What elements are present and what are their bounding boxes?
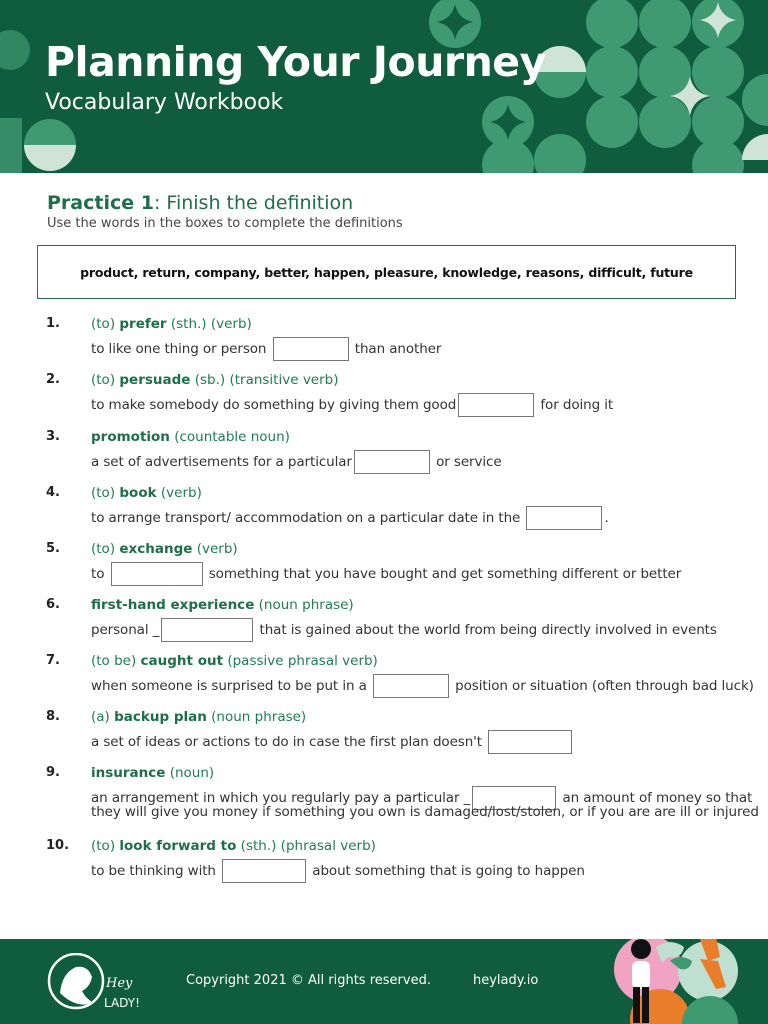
logo-text-lady: LADY! [104, 996, 140, 1010]
item-term: look forward to [119, 838, 237, 854]
practice-title: : Finish the definition [153, 192, 354, 214]
item-term-line: (a) backup plan (noun phrase) [91, 709, 307, 725]
item-term: caught out [140, 653, 224, 669]
item-term-line: (to be) caught out (passive phrasal verb) [91, 653, 378, 669]
item-definition: an arrangement in which you regularly pay a particular _ an amount of money so that [91, 786, 752, 810]
item-term-line: (to) look forward to (sth.) (phrasal verb) [91, 838, 376, 854]
word-bank: product, return, company, better, happen, pleasure, knowledge, reasons, difficult, future [80, 264, 693, 280]
item-number: 9. [46, 765, 60, 780]
item-number: 4. [46, 485, 60, 500]
item-term: insurance [91, 765, 166, 781]
footer [0, 939, 768, 1024]
word-bank-box [37, 245, 736, 299]
item-term: persuade [119, 372, 191, 388]
item-definition: personal _ that is gained about the world from being directly involved in events [91, 618, 717, 642]
item-term: prefer [119, 316, 167, 332]
item-term-line: (to) prefer (sth.) (verb) [91, 316, 252, 332]
item-definition: to arrange transport/ accommodation on a particular date in the . [91, 506, 609, 530]
page-subtitle: Vocabulary Workbook [45, 90, 284, 115]
item-term-line: insurance (noun) [91, 765, 215, 781]
practice-instructions: Use the words in the boxes to complete the definitions [47, 216, 403, 231]
copyright-text: Copyright 2021 © All rights reserved. [186, 973, 431, 988]
item-term-line: (to) book (verb) [91, 485, 202, 501]
header-banner [0, 0, 768, 173]
item-definition: to be thinking with about something that is going to happen [91, 859, 585, 883]
answer-blank[interactable] [161, 618, 253, 642]
item-term: backup plan [114, 709, 207, 725]
item-number: 7. [46, 653, 60, 668]
people-illustration [600, 939, 768, 1024]
answer-blank[interactable] [373, 674, 449, 698]
item-term-line: first-hand experience (noun phrase) [91, 597, 354, 613]
item-number: 10. [46, 838, 70, 853]
item-number: 5. [46, 541, 60, 556]
item-definition-continued: they will give you money if something you own is damaged/lost/stolen, or if you are are ill or injured [91, 804, 759, 820]
answer-blank[interactable] [222, 859, 306, 883]
answer-blank[interactable] [111, 562, 203, 586]
page-title: Planning Your Journey [45, 38, 546, 86]
item-definition: when someone is surprised to be put in a position or situation (often through bad luck) [91, 674, 754, 698]
item-definition: to like one thing or person than another [91, 337, 441, 361]
answer-blank[interactable] [488, 730, 572, 754]
heylady-logo [46, 953, 166, 1013]
item-term-line: (to) persuade (sb.) (transitive verb) [91, 372, 339, 388]
item-term-line: (to) exchange (verb) [91, 541, 238, 557]
item-term: promotion [91, 429, 170, 445]
item-number: 2. [46, 372, 60, 387]
item-term-line: promotion (countable noun) [91, 429, 290, 445]
item-term: exchange [119, 541, 193, 557]
item-number: 8. [46, 709, 60, 724]
item-number: 3. [46, 429, 60, 444]
practice-heading [47, 192, 353, 214]
item-definition: a set of advertisements for a particular or service [91, 450, 502, 474]
answer-blank[interactable] [273, 337, 349, 361]
item-term: book [119, 485, 157, 501]
answer-blank[interactable] [458, 393, 534, 417]
item-definition: to something that you have bought and get something different or better [91, 562, 681, 586]
item-definition: a set of ideas or actions to do in case the first plan doesn't [91, 730, 574, 754]
header-pattern [0, 0, 768, 173]
website-link[interactable]: heylady.io [473, 973, 539, 988]
item-definition: to make somebody do something by giving them good for doing it [91, 393, 613, 417]
practice-label: Practice 1 [47, 192, 154, 214]
answer-blank[interactable] [354, 450, 430, 474]
answer-blank[interactable] [526, 506, 602, 530]
logo-text-hey: Hey [106, 976, 133, 991]
item-term: first-hand experience [91, 597, 255, 613]
item-number: 6. [46, 597, 60, 612]
item-number: 1. [46, 316, 60, 331]
